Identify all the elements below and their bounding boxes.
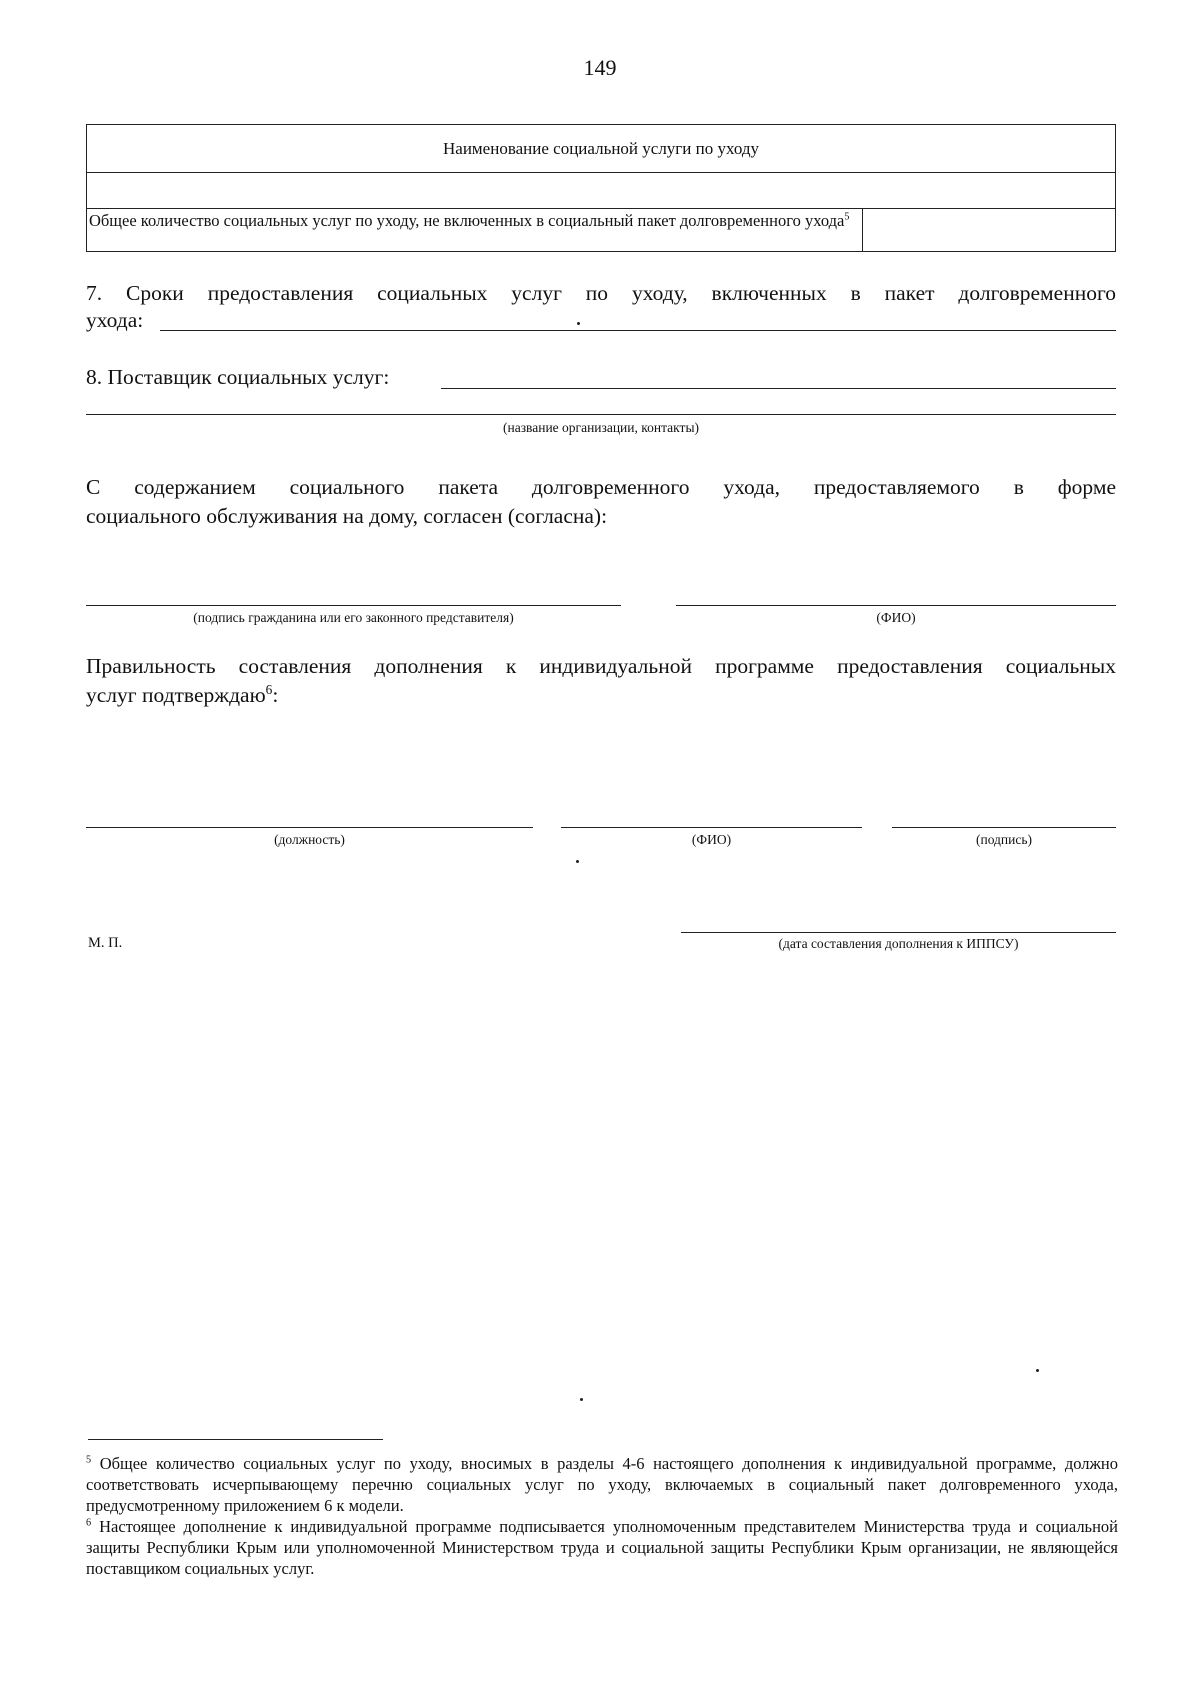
provider-caption: (название организации, контакты) xyxy=(502,420,700,435)
consent-line1: С содержанием социального пакета долговременного ухода, предоставляемого в форме xyxy=(86,475,1116,499)
footnote-separator xyxy=(88,1439,383,1440)
table-total-row xyxy=(87,209,1115,251)
section7-line1: 7. Сроки предоставления социальных услуг по уходу, включенных в пакет долговременного xyxy=(86,281,1116,305)
footnote-5: $^5$ Общее количество социальных услуг по уходу, вносимых в разделы 4-6 настоящего дополнения к индивидуальной программе, должно соответствовать исчерпывающему перечню социальных услуг по уходу, включаемых в социальный пакет долговременного ухода, предусмотренному приложением 6 к модели. xyxy=(86,1454,1118,1515)
date-caption: (дата составления дополнения к ИППСУ) xyxy=(778,936,1019,951)
provider-field[interactable] xyxy=(441,388,1116,389)
citizen-fio-field[interactable] xyxy=(676,605,1116,606)
section8-label: 8. Поставщик социальных услуг: xyxy=(86,365,390,389)
official-signature-field[interactable] xyxy=(892,827,1116,828)
table-header: Наименование социальной услуги по уходу xyxy=(87,125,1115,173)
official-fio-field[interactable] xyxy=(561,827,862,828)
section7-term-field[interactable] xyxy=(160,330,1116,331)
provider-field-line2[interactable] xyxy=(86,414,1116,415)
footnote-ref-6: 6 xyxy=(265,681,273,697)
table-total-label: Общее количество социальных услуг по уходу, не включенных в социальный пакет долговременного ухода$^5$ xyxy=(89,211,850,230)
consent-line2: социального обслуживания на дому, согласен (согласна): xyxy=(86,504,608,528)
table-total-value-cell[interactable] xyxy=(862,209,1115,251)
confirm-line1: Правильность составления дополнения к индивидуальной программе предоставления социальных xyxy=(86,654,1116,678)
official-position-field[interactable] xyxy=(86,827,533,828)
footnote-ref-5: 5 xyxy=(844,211,850,223)
scan-speck xyxy=(576,860,579,863)
scan-speck xyxy=(580,1398,583,1401)
table-empty-row xyxy=(87,173,1115,209)
confirm-line2: услуг подтверждаю$^6$: xyxy=(86,681,279,707)
stamp-label: М. П. xyxy=(88,935,123,951)
citizen-signature-caption: (подпись гражданина или его законного представителя) xyxy=(193,610,514,625)
page-number: 149 xyxy=(583,55,617,80)
citizen-fio-caption: (ФИО) xyxy=(876,610,916,625)
official-signature-caption: (подпись) xyxy=(975,832,1033,847)
date-field[interactable] xyxy=(681,932,1116,933)
footnote-6: $^6$ Настоящее дополнение к индивидуальной программе подписывается уполномоченным представителем Министерства труда и социальной защиты Республики Крым или уполномоченной Министерством труда и социальной защиты Республики Крым организации, не являющейся поставщиком социальных услуг. xyxy=(86,1517,1118,1578)
scan-speck xyxy=(1036,1369,1039,1372)
services-table xyxy=(86,124,1116,252)
official-fio-caption: (ФИО) xyxy=(691,832,732,847)
citizen-signature-field[interactable] xyxy=(86,605,621,606)
official-position-caption: (должность) xyxy=(274,832,345,847)
scan-speck xyxy=(577,322,580,325)
section7-line2: ухода: xyxy=(86,308,144,332)
